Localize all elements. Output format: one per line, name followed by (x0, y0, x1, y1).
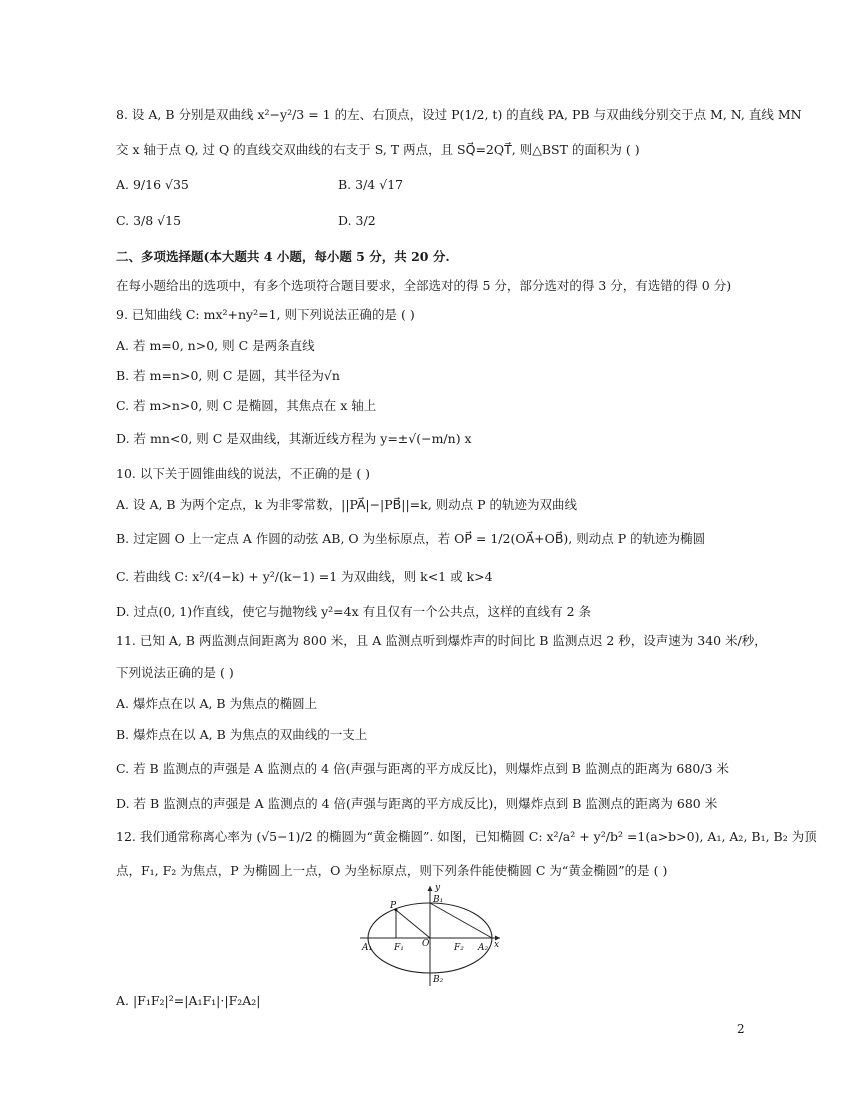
q10-stem: 10. 以下关于圆锥曲线的说法，不正确的是 ( ) (116, 466, 371, 481)
q12-stem-line2: 点，F₁, F₂ 为焦点，P 为椭圆上一点，O 为坐标原点，则下列条件能使椭圆 C 为“黄金椭圆”的是 ( ) (116, 863, 668, 878)
q9-option-c: C. 若 m>n>0, 则 C 是椭圆，其焦点在 x 轴上 (116, 398, 377, 413)
q8-option-c: C. 3/8 √15 (116, 213, 182, 228)
q11-stem-line2: 下列说法正确的是 ( ) (116, 665, 234, 680)
segment-p-o (396, 910, 430, 938)
q8-stem-line2: 交 x 轴于点 Q, 过 Q 的直线交双曲线的右支于 S, T 两点，且 SQ⃗=2QT⃗, 则△BST 的面积为 ( ) (116, 142, 640, 157)
section2-title: 二、多项选择题(本大题共 4 小题，每小题 5 分，共 20 分. (116, 249, 450, 264)
q8-option-b: B. 3/4 √17 (338, 177, 404, 192)
q10-option-c: C. 若曲线 C: x²/(4−k) + y²/(k−1) =1 为双曲线，则 k<1 或 k>4 (116, 569, 493, 584)
q8-option-d: D. 3/2 (338, 213, 376, 228)
label-f2: F₂ (454, 943, 464, 953)
label-a2: A₂ (478, 943, 489, 953)
y-axis-label: y (435, 883, 441, 893)
q11-option-d: D. 若 B 监测点的声强是 A 监测点的 4 倍(声强与距离的平方成反比)，则爆炸点到 B 监测点的距离为 680 米 (116, 796, 718, 811)
label-b2: B₂ (433, 975, 444, 985)
y-axis-arrow (428, 886, 433, 891)
q12-option-a: A. |F₁F₂|²=|A₁F₁|·|F₂A₂| (116, 993, 261, 1008)
q11-stem-line1: 11. 已知 A, B 两监测点间距离为 800 米，且 A 监测点听到爆炸声的时间比 B 监测点迟 2 秒，设声速为 340 米/秒， (116, 633, 767, 648)
q10-option-b: B. 过定圆 O 上一定点 A 作圆的动弦 AB, O 为坐标原点，若 OP⃗ = 1/2(OA⃗+OB⃗), 则动点 P 的轨迹为椭圆 (116, 531, 706, 546)
q8-stem-line1: 8. 设 A, B 分别是双曲线 x²−y²/3 = 1 的左、右顶点，设过 P(1/2, t) 的直线 PA, PB 与双曲线分别交于点 M, N, 直线 MN (116, 107, 802, 122)
q9-option-d: D. 若 mn<0, 则 C 是双曲线，其渐近线方程为 y=±√(−m/n) x (116, 431, 472, 446)
q12-stem-line1: 12. 我们通常称离心率为 (√5−1)/2 的椭圆为“黄金椭圆”. 如图，已知椭圆 C: x²/a² + y²/b² =1(a>b>0), A₁, A₂, B₁, B₂ 为顶 (116, 829, 817, 844)
q10-option-d: D. 过点(0, 1)作直线，使它与抛物线 y²=4x 有且仅有一个公共点，这样的直线有 2 条 (116, 604, 592, 619)
q11-option-c: C. 若 B 监测点的声强是 A 监测点的 4 倍(声强与距离的平方成反比)，则爆炸点到 B 监测点的距离为 680/3 米 (116, 761, 729, 776)
section2-instructions: 在每小题给出的选项中，有多个选项符合题目要求，全部选对的得 5 分，部分选对的得 3 分，有选错的得 0 分) (116, 278, 732, 293)
q11-option-b: B. 爆炸点在以 A, B 为焦点的双曲线的一支上 (116, 727, 368, 742)
q9-option-a: A. 若 m=0, n>0, 则 C 是两条直线 (116, 338, 315, 353)
label-p: P (390, 901, 397, 911)
label-f1: F₁ (394, 943, 404, 953)
ellipse-figure (356, 880, 506, 988)
q8-option-a: A. 9/16 √35 (116, 177, 189, 192)
page-number: 2 (737, 1022, 745, 1036)
q9-stem: 9. 已知曲线 C: mx²+ny²=1, 则下列说法正确的是 ( ) (116, 307, 415, 322)
q11-option-a: A. 爆炸点在以 A, B 为焦点的椭圆上 (116, 696, 318, 711)
segment-b1-a2 (430, 903, 492, 938)
q10-option-a: A. 设 A, B 为两个定点，k 为非零常数，||PA⃗|−|PB⃗||=k, 则动点 P 的轨迹为双曲线 (116, 497, 578, 512)
label-a1: A₁ (362, 943, 373, 953)
q9-option-b: B. 若 m=n>0, 则 C 是圆，其半径为√n (116, 368, 340, 383)
label-o: O (422, 939, 430, 949)
x-axis-label: x (494, 940, 500, 950)
label-b1: B₁ (433, 895, 444, 905)
